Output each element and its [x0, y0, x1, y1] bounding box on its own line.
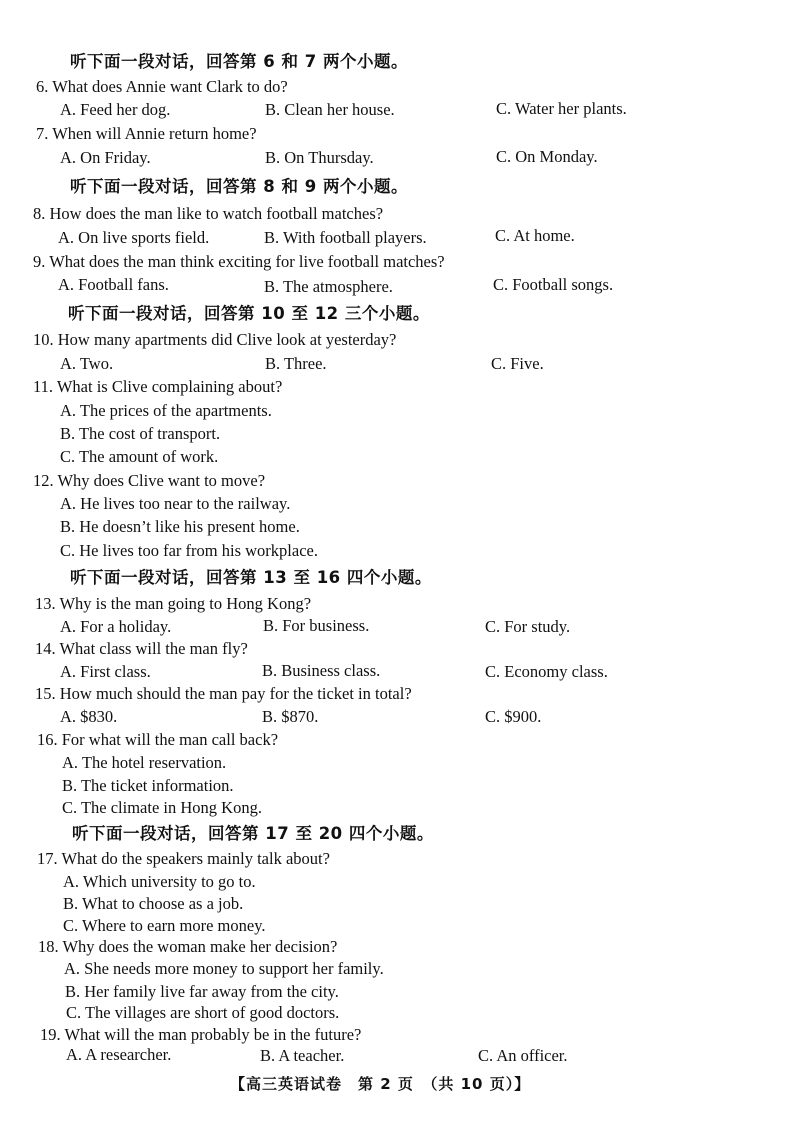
- q10-option-a: A. Two.: [60, 354, 114, 373]
- question-12: 12. Why does Clive want to move?: [33, 471, 266, 490]
- q10-option-b: B. Three.: [265, 354, 327, 373]
- q12-option-a: A. He lives too near to the railway.: [60, 494, 291, 513]
- q13-option-b: B. For business.: [263, 616, 370, 635]
- q11-option-c: C. The amount of work.: [60, 447, 219, 466]
- section-header: 听下面一段对话，回答第 8 和 9 两个小题。: [70, 177, 408, 196]
- q13-option-c: C. For study.: [485, 617, 571, 636]
- question-19: 19. What will the man probably be in the future?: [40, 1025, 362, 1044]
- q16-option-a: A. The hotel reservation.: [62, 753, 227, 772]
- q9-option-a: A. Football fans.: [58, 275, 169, 294]
- q7-option-c: C. On Monday.: [496, 147, 598, 166]
- question-18: 18. Why does the woman make her decision?: [38, 937, 338, 956]
- q19-option-b: B. A teacher.: [260, 1046, 345, 1065]
- q8-option-a: A. On live sports field.: [58, 228, 210, 247]
- q13-option-a: A. For a holiday.: [60, 617, 172, 636]
- q11-option-a: A. The prices of the apartments.: [60, 401, 272, 420]
- section-header: 听下面一段对话，回答第 17 至 20 四个小题。: [72, 824, 434, 843]
- q9-option-c: C. Football songs.: [493, 275, 614, 294]
- q9-option-b: B. The atmosphere.: [264, 277, 393, 296]
- q17-option-c: C. Where to earn more money.: [63, 916, 266, 935]
- question-6: 6. What does Annie want Clark to do?: [36, 77, 288, 96]
- q6-option-a: A. Feed her dog.: [60, 100, 171, 119]
- question-8: 8. How does the man like to watch football matches?: [33, 204, 384, 223]
- q14-option-b: B. Business class.: [262, 661, 381, 680]
- q17-option-b: B. What to choose as a job.: [63, 894, 244, 913]
- q15-option-b: B. $870.: [262, 707, 319, 726]
- question-16: 16. For what will the man call back?: [37, 730, 279, 749]
- q16-option-c: C. The climate in Hong Kong.: [62, 798, 262, 817]
- question-10: 10. How many apartments did Clive look at yesterday?: [33, 330, 397, 349]
- page-footer: 【高三英语试卷 第 2 页 （共 10 页）】: [230, 1075, 531, 1093]
- q12-option-c: C. He lives too far from his workplace.: [60, 541, 318, 560]
- question-13: 13. Why is the man going to Hong Kong?: [35, 594, 312, 613]
- q18-option-b: B. Her family live far away from the city.: [65, 982, 339, 1001]
- section-header: 听下面一段对话，回答第 10 至 12 三个小题。: [68, 304, 430, 323]
- section-header: 听下面一段对话，回答第 13 至 16 四个小题。: [70, 568, 432, 587]
- q17-option-a: A. Which university to go to.: [63, 872, 256, 891]
- q8-option-b: B. With football players.: [264, 228, 427, 247]
- question-11: 11. What is Clive complaining about?: [33, 377, 283, 396]
- section-header: 听下面一段对话，回答第 6 和 7 两个小题。: [70, 52, 408, 71]
- question-14: 14. What class will the man fly?: [35, 639, 248, 658]
- q7-option-a: A. On Friday.: [60, 148, 151, 167]
- q16-option-b: B. The ticket information.: [62, 776, 234, 795]
- q18-option-a: A. She needs more money to support her family.: [64, 959, 384, 978]
- q8-option-c: C. At home.: [495, 226, 575, 245]
- question-7: 7. When will Annie return home?: [36, 124, 257, 143]
- q19-option-a: A. A researcher.: [66, 1045, 172, 1064]
- q12-option-b: B. He doesn’t like his present home.: [60, 517, 300, 536]
- question-17: 17. What do the speakers mainly talk about?: [37, 849, 330, 868]
- q14-option-c: C. Economy class.: [485, 662, 608, 681]
- question-15: 15. How much should the man pay for the ticket in total?: [35, 684, 412, 703]
- q11-option-b: B. The cost of transport.: [60, 424, 221, 443]
- q14-option-a: A. First class.: [60, 662, 151, 681]
- q15-option-c: C. $900.: [485, 707, 542, 726]
- q6-option-c: C. Water her plants.: [496, 99, 627, 118]
- q19-option-c: C. An officer.: [478, 1046, 568, 1065]
- question-9: 9. What does the man think exciting for live football matches?: [33, 252, 445, 271]
- q7-option-b: B. On Thursday.: [265, 148, 374, 167]
- q18-option-c: C. The villages are short of good doctors.: [66, 1003, 340, 1022]
- q6-option-b: B. Clean her house.: [265, 100, 395, 119]
- q10-option-c: C. Five.: [491, 354, 544, 373]
- q15-option-a: A. $830.: [60, 707, 118, 726]
